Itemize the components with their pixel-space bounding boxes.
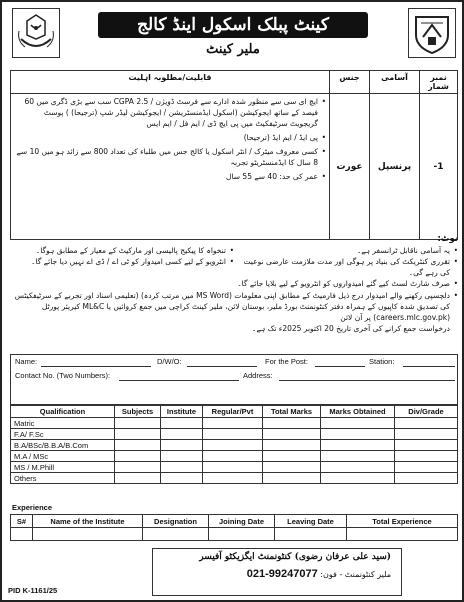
- deadline-text: درخواست جمع کرانے کی آخری تاریخ 20 اکتوبر 2025ء تک ہے۔: [252, 324, 450, 333]
- div-grade-cell[interactable]: [395, 473, 458, 484]
- emblem-right-icon: [408, 8, 456, 58]
- leaving-date-cell[interactable]: [275, 528, 347, 541]
- regular-cell[interactable]: [203, 440, 263, 451]
- institute-name-header: Name of the Institute: [33, 515, 143, 528]
- table-row: [11, 94, 458, 240]
- div-grade-cell[interactable]: [395, 440, 458, 451]
- subjects-cell[interactable]: [115, 451, 161, 462]
- subjects-header: Subjects: [115, 405, 161, 418]
- list-item: • صرف شارٹ لسٹ کیے گئے امیدواروں کو انٹرویو کے لیے بلایا جائے گا۔: [10, 278, 458, 289]
- table-row: [11, 462, 458, 473]
- station-field[interactable]: [403, 366, 455, 367]
- joining-date-cell[interactable]: [209, 528, 275, 541]
- gender-cell: عورت: [330, 94, 370, 240]
- office-location: ملیر کنٹونمنٹ - فون:: [320, 570, 391, 579]
- notes-grid: [10, 245, 458, 289]
- list-item: • تقرری کنٹریکٹ کی بنیاد پر ہوگی اور مدت ملازمت عارضی نوعیت کی رہے گی۔: [234, 256, 458, 278]
- contact-field[interactable]: [119, 380, 239, 381]
- phone-row: [163, 568, 391, 580]
- div-grade-cell[interactable]: [395, 429, 458, 440]
- name-label: Name:: [15, 357, 38, 366]
- qual-cell: MS / M.Phill: [11, 462, 115, 473]
- div-grade-header: Div/Grade: [395, 405, 458, 418]
- form-row-spacer: [11, 383, 457, 405]
- col-gender-header: جنس: [330, 71, 370, 94]
- dwo-label: D/W/O:: [157, 357, 182, 366]
- list-item: • پی ایڈ / ایم ایڈ (ترجیحا): [14, 132, 326, 143]
- address-field[interactable]: [279, 380, 455, 381]
- subjects-cell[interactable]: [115, 429, 161, 440]
- subjects-cell[interactable]: [115, 440, 161, 451]
- total-experience-header: Total Experience: [347, 515, 458, 528]
- marks-obtained-cell[interactable]: [321, 451, 395, 462]
- regular-cell[interactable]: [203, 462, 263, 473]
- list-item: • تنخواہ کا پیکیج پالیسی اور مارکیٹ کے معیار کے مطابق ہوگا۔: [10, 245, 234, 256]
- leaving-date-header: Leaving Date: [275, 515, 347, 528]
- sno-cell[interactable]: [11, 528, 33, 541]
- div-grade-cell[interactable]: [395, 451, 458, 462]
- marks-obtained-cell[interactable]: [321, 418, 395, 429]
- regular-cell[interactable]: [203, 451, 263, 462]
- form-row-1: [11, 355, 457, 369]
- regular-header: Regular/Pvt: [203, 405, 263, 418]
- qual-header: Qualification: [11, 405, 115, 418]
- serial-cell: 1-: [420, 94, 458, 240]
- total-experience-cell[interactable]: [347, 528, 458, 541]
- experience-table: [10, 514, 458, 541]
- total-marks-cell[interactable]: [263, 429, 321, 440]
- list-item: • یہ آسامی ناقابل ٹرانسفر ہے۔: [234, 245, 458, 256]
- table-row: [11, 418, 458, 429]
- post-label: For the Post:: [265, 357, 308, 366]
- header: [8, 6, 460, 64]
- col-qualification-header: قابلیت/مطلوبہ اہلیت: [11, 71, 330, 94]
- institute-cell[interactable]: [161, 473, 203, 484]
- station-label: Station:: [369, 357, 395, 366]
- notes-section: [10, 234, 458, 334]
- contact-label: Contact No. (Two Numbers):: [15, 371, 111, 380]
- qualification-cell: [11, 94, 330, 240]
- marks-obtained-cell[interactable]: [321, 440, 395, 451]
- table-row: [11, 451, 458, 462]
- phone-number: 021-99247077: [246, 568, 318, 580]
- post-cell: پرنسپل: [370, 94, 420, 240]
- marks-obtained-cell[interactable]: [321, 429, 395, 440]
- list-item: • کسی معروف میٹرک / انٹر اسکول یا کالج جس میں طلباء کی تعداد 800 سے زائد ہو میں 10 سے 8 سال کا ایڈمنسٹریٹو تجربہ: [14, 146, 326, 168]
- total-marks-cell[interactable]: [263, 451, 321, 462]
- table-row: [11, 473, 458, 484]
- total-marks-cell[interactable]: [263, 440, 321, 451]
- officer-name: (سید علی عرفان رضوی) کنٹونمنٹ ایگزیکٹو آفیسر: [199, 552, 391, 562]
- qual-cell: B.A/BSc/B.B.A/B.Com: [11, 440, 115, 451]
- subjects-cell[interactable]: [115, 418, 161, 429]
- emblem-left-icon: [12, 8, 60, 58]
- institute-name-cell[interactable]: [33, 528, 143, 541]
- div-grade-cell[interactable]: [395, 462, 458, 473]
- qual-cell: Others: [11, 473, 115, 484]
- qual-cell: Matric: [11, 418, 115, 429]
- list-item: • ایچ ای سی سے منظور شدہ ادارے سے فرسٹ ڈویژن / 2.5 CGPA سب سے بڑی ڈگری میں 60 فیصد کے ساتھ ایجوکیشن (اسکول ایڈمنسٹریشن / ایجوکیشن لیڈر شپ (ترجیحا) ) پوسٹ گریجویٹ سرٹیفکیٹ میں پی ایچ ڈی / ایم فل / ایم ایس: [14, 96, 326, 129]
- designation-header: Designation: [143, 515, 209, 528]
- regular-cell[interactable]: [203, 418, 263, 429]
- application-form: [10, 354, 458, 406]
- institute-cell[interactable]: [161, 440, 203, 451]
- sno-header: S#: [11, 515, 33, 528]
- institute-cell[interactable]: [161, 462, 203, 473]
- address-label: Address:: [243, 371, 273, 380]
- institute-header: Institute: [161, 405, 203, 418]
- posts-table: [10, 70, 458, 240]
- experience-label: Experience: [12, 503, 53, 512]
- table-row: [11, 440, 458, 451]
- total-marks-header: Total Marks: [263, 405, 321, 418]
- regular-cell[interactable]: [203, 429, 263, 440]
- col-post-header: آسامی: [370, 71, 420, 94]
- subjects-cell[interactable]: [115, 462, 161, 473]
- application-instructions: • دلچسپی رکھنے والے امیدوار درج ذیل فارمیٹ کے مطابق اپنی معلومات (MS Word میں مرتب کردہ) (تعلیمی اسناد اور تجربے کے سرٹیفکیٹس کی تصدیق شدہ کاپیوں کے ہمراہ دفتر کنٹونمنٹ بورڈ ملیر، بوستان لائن، ملیر کینٹ کراچی میں جمع کروائیں یا ML&C کیریئر پورٹل (careers.mlc.gov.pk) پر آن لائن: [10, 290, 458, 323]
- subjects-cell[interactable]: [115, 473, 161, 484]
- marks-obtained-header: Marks Obtained: [321, 405, 395, 418]
- table-row: [11, 429, 458, 440]
- total-marks-cell[interactable]: [263, 462, 321, 473]
- qualification-table: [10, 404, 458, 484]
- table-row: [11, 528, 458, 541]
- pid-number: PID K-1161/25: [8, 586, 58, 595]
- notes-title: نوٹ:: [437, 234, 458, 244]
- qual-cell: F.A/ F.Sc: [11, 429, 115, 440]
- div-grade-cell[interactable]: [395, 418, 458, 429]
- post-field[interactable]: [315, 366, 365, 367]
- list-item: • عمر کی حد: 40 سے 55 سال: [14, 171, 326, 182]
- school-subtitle: ملیر کینٹ: [206, 42, 260, 57]
- name-field[interactable]: [41, 366, 151, 367]
- institute-cell[interactable]: [161, 418, 203, 429]
- designation-cell[interactable]: [143, 528, 209, 541]
- joining-date-header: Joining Date: [209, 515, 275, 528]
- qual-cell: M.A / MSc: [11, 451, 115, 462]
- regular-cell[interactable]: [203, 473, 263, 484]
- marks-obtained-cell[interactable]: [321, 462, 395, 473]
- list-item: • انٹرویو کے لیے کسی امیدوار کو ٹی اے / ڈی اے نہیں دیا جائے گا۔: [10, 256, 234, 278]
- marks-obtained-cell[interactable]: [321, 473, 395, 484]
- total-marks-cell[interactable]: [263, 418, 321, 429]
- col-serial-header: نمبر شمار: [420, 71, 458, 94]
- dwo-field[interactable]: [187, 366, 257, 367]
- institute-cell[interactable]: [161, 451, 203, 462]
- institute-cell[interactable]: [161, 429, 203, 440]
- total-marks-cell[interactable]: [263, 473, 321, 484]
- form-row-2: [11, 369, 457, 383]
- school-title: کینٹ پبلک اسکول اینڈ کالج: [98, 12, 368, 38]
- contact-box: [152, 548, 402, 596]
